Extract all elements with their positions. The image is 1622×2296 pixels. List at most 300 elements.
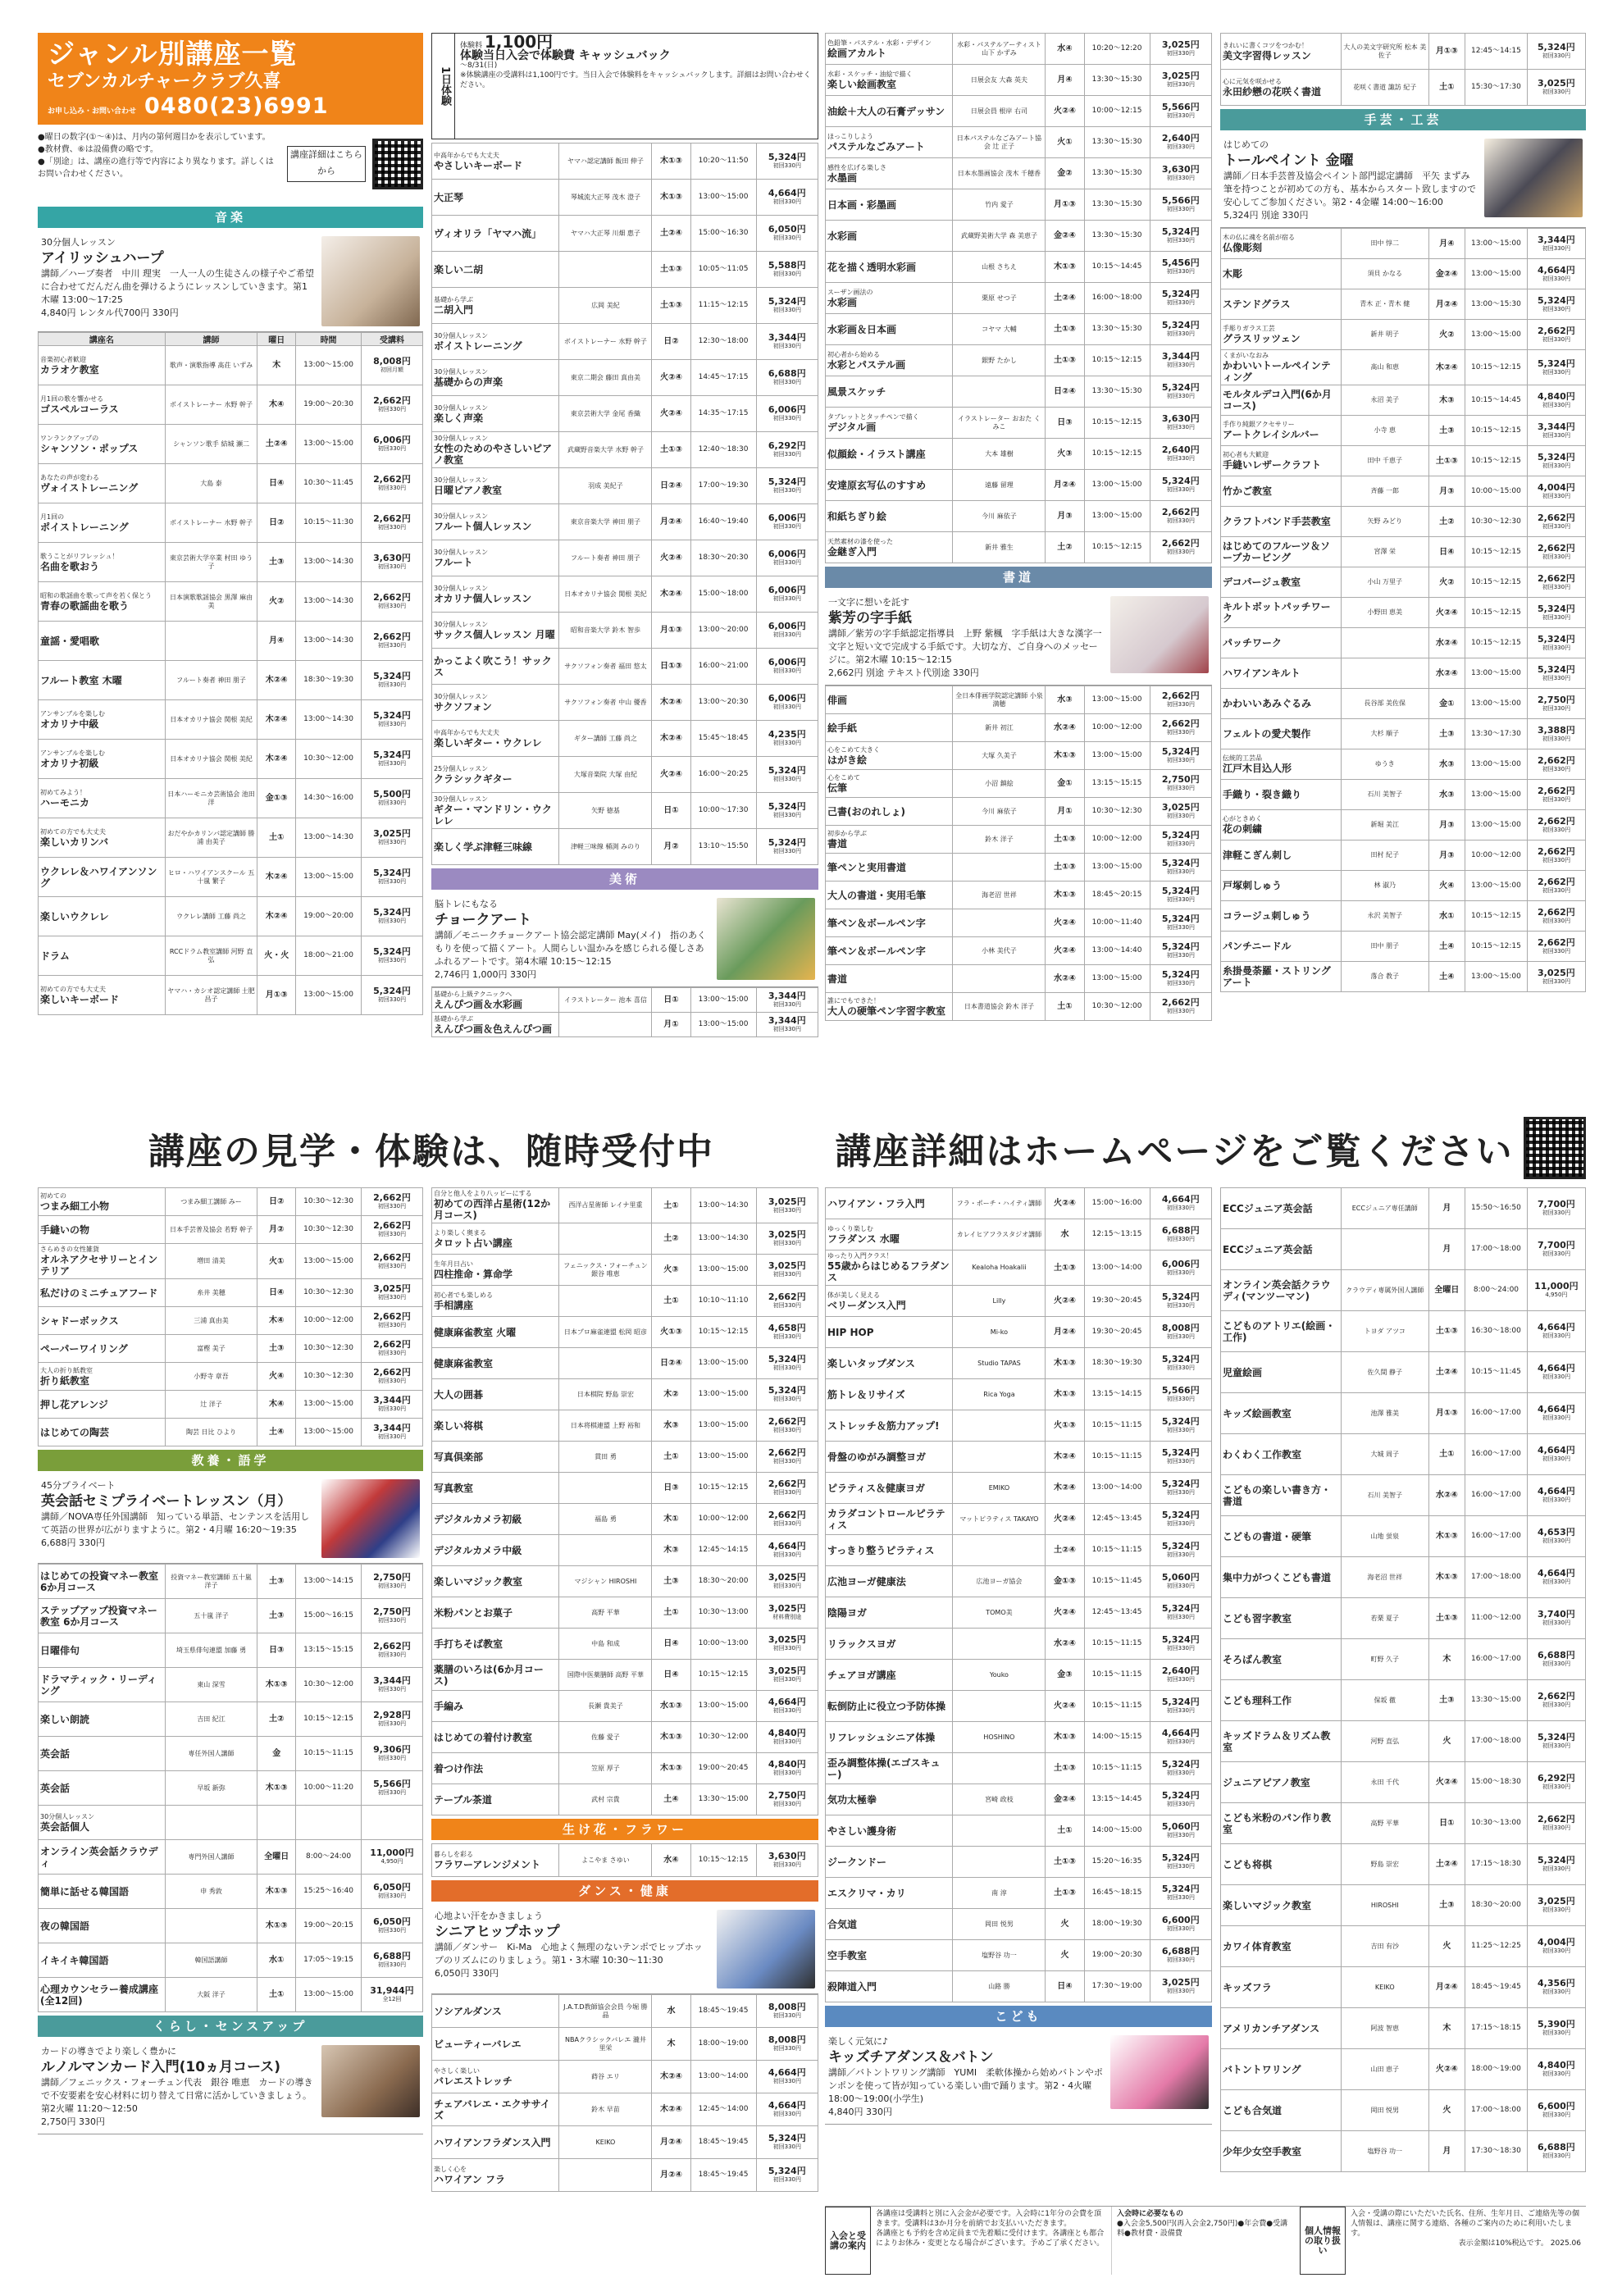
fee-cell — [756, 324, 818, 360]
table-row[interactable] — [1221, 598, 1586, 628]
table-row[interactable] — [432, 1317, 818, 1348]
table-row[interactable] — [39, 818, 423, 858]
table-row[interactable] — [39, 1419, 423, 1446]
table-row[interactable] — [826, 439, 1212, 470]
table-row[interactable] — [432, 988, 818, 1013]
detail-button[interactable]: 講座詳細はこちらから — [287, 146, 366, 182]
table-row[interactable] — [1221, 1844, 1586, 1885]
table-row[interactable] — [39, 1702, 423, 1737]
table-row[interactable] — [432, 1286, 818, 1317]
table-row[interactable] — [432, 216, 818, 252]
fee-note: 初回330円 — [1166, 757, 1195, 763]
table-row[interactable] — [432, 504, 818, 540]
feature-fee: 5,324円 別途 330円 — [1223, 210, 1309, 221]
table-row[interactable] — [1221, 507, 1586, 537]
course-name: 花の刺繍 — [1223, 823, 1263, 835]
fee-cell — [756, 988, 818, 1013]
table-row[interactable] — [826, 65, 1212, 96]
table-row[interactable] — [1221, 749, 1586, 780]
table-row[interactable] — [826, 221, 1212, 252]
table-row[interactable] — [432, 1566, 818, 1597]
teacher-cell: 東京芸術大学卒業 村田 ゆう子 — [165, 543, 257, 582]
table-row[interactable] — [39, 1216, 423, 1244]
table-row[interactable] — [1221, 476, 1586, 507]
table-row[interactable] — [1221, 229, 1586, 259]
course-name: ウクレレ＆ハワイアンソング — [40, 865, 157, 889]
fee-value: 5,324円 — [1161, 226, 1200, 237]
phone-number[interactable]: 0480(23)6991 — [144, 93, 329, 119]
table-row[interactable] — [1221, 1762, 1586, 1803]
table-row[interactable] — [432, 540, 818, 576]
feature-english[interactable] — [38, 1474, 423, 1564]
table-row[interactable] — [826, 742, 1212, 770]
table-row[interactable] — [432, 1722, 818, 1753]
table-row[interactable] — [826, 1878, 1212, 1909]
day-cell: 火②④ — [1046, 1286, 1084, 1317]
table-row[interactable] — [39, 385, 423, 425]
table-row[interactable] — [1221, 1188, 1586, 1229]
table-row[interactable] — [432, 324, 818, 360]
fee-cell — [1150, 1722, 1211, 1753]
table-row[interactable] — [826, 1286, 1212, 1317]
table-row[interactable] — [432, 1691, 818, 1722]
table-row[interactable] — [432, 1597, 818, 1629]
table-row[interactable] — [39, 1633, 423, 1668]
table-row[interactable] — [39, 464, 423, 503]
table-row[interactable] — [432, 721, 818, 757]
table-row[interactable] — [432, 468, 818, 504]
table-row[interactable] — [432, 1255, 818, 1286]
table-row[interactable] — [39, 503, 423, 543]
feature-cheer[interactable] — [825, 2030, 1212, 2125]
table-row[interactable] — [1221, 628, 1586, 658]
table-row[interactable] — [826, 686, 1212, 714]
table-row[interactable] — [1221, 689, 1586, 719]
day-cell: 日④ — [652, 1629, 690, 1660]
table-row[interactable] — [1221, 537, 1586, 567]
teacher-cell: 大人の美文字研究所 松本 美佐子 — [1341, 34, 1428, 70]
table-row[interactable] — [432, 576, 818, 613]
course-name: イキイキ韓国語 — [40, 1954, 109, 1966]
table-row[interactable] — [432, 1348, 818, 1379]
table-row[interactable] — [1221, 70, 1586, 106]
qr-code-icon[interactable] — [372, 139, 423, 189]
table-row[interactable] — [1221, 320, 1586, 350]
table-row[interactable] — [432, 1379, 818, 1410]
table-row[interactable] — [432, 649, 818, 685]
table-row[interactable] — [826, 158, 1212, 189]
table-row[interactable] — [826, 189, 1212, 221]
table-row[interactable] — [826, 993, 1212, 1021]
feature-title: 英会話セミプライベートレッスン（月） — [41, 1493, 292, 1510]
table-row[interactable] — [432, 1473, 818, 1504]
table-row[interactable] — [432, 144, 818, 180]
table-row[interactable] — [1221, 259, 1586, 289]
feature-hiphop[interactable] — [431, 1905, 818, 1994]
table-row[interactable] — [432, 1188, 818, 1223]
table-row[interactable] — [1221, 1885, 1586, 1926]
table-row[interactable] — [826, 1535, 1212, 1566]
teacher-cell: 武村 宗貴 — [559, 1784, 652, 1815]
course-name: かわいいあみぐるみ — [1223, 698, 1312, 709]
table-row[interactable] — [432, 432, 818, 468]
feature-lenormand[interactable] — [38, 2040, 423, 2134]
table-row[interactable] — [826, 96, 1212, 127]
table-row[interactable] — [432, 2093, 818, 2126]
table-row[interactable] — [826, 1250, 1212, 1286]
table-row[interactable] — [826, 1442, 1212, 1473]
table-row[interactable] — [39, 1279, 423, 1307]
table-row[interactable] — [432, 829, 818, 865]
table-row[interactable] — [1221, 1352, 1586, 1393]
table-row[interactable] — [826, 252, 1212, 283]
table-row[interactable] — [1221, 901, 1586, 932]
table-row[interactable] — [826, 770, 1212, 798]
fee-note: 初回330円 — [1166, 813, 1195, 819]
time-cell: 13:00〜15:00 — [296, 346, 362, 385]
fee-value: 2,662円 — [1537, 512, 1575, 523]
table-row[interactable] — [1221, 2131, 1586, 2172]
table-row[interactable] — [826, 909, 1212, 937]
table-row[interactable] — [39, 1599, 423, 1633]
table-row[interactable] — [432, 1784, 818, 1815]
table-row[interactable] — [39, 976, 423, 1015]
feature-letter[interactable] — [825, 591, 1212, 686]
table-row[interactable] — [826, 127, 1212, 158]
time-cell: 13:00〜14:30 — [690, 1223, 756, 1255]
table-row[interactable] — [1221, 446, 1586, 476]
time-cell: 10:30〜12:00 — [296, 1668, 362, 1702]
table-row[interactable] — [1221, 1311, 1586, 1352]
table-row[interactable] — [39, 1363, 423, 1391]
table-row[interactable] — [39, 1335, 423, 1363]
table-row[interactable] — [826, 937, 1212, 965]
table-row[interactable] — [1221, 1639, 1586, 1680]
table-row[interactable] — [1221, 289, 1586, 320]
time-cell: 10:15〜12:15 — [1465, 598, 1528, 628]
table-row[interactable] — [826, 1784, 1212, 1815]
course-name: わくわく工作教室 — [1223, 1448, 1302, 1460]
table-row[interactable] — [432, 2028, 818, 2061]
fee-cell — [361, 1391, 422, 1419]
feature-harp[interactable] — [38, 231, 423, 332]
table-row[interactable] — [1221, 871, 1586, 901]
table-row[interactable] — [826, 1317, 1212, 1348]
table-row[interactable] — [826, 34, 1212, 65]
table-row[interactable] — [432, 1660, 818, 1691]
teacher-cell: 糸井 美穂 — [165, 1279, 257, 1307]
table-row[interactable] — [39, 1840, 423, 1875]
time-cell: 11:15〜12:15 — [690, 288, 756, 324]
table-row[interactable] — [432, 2159, 818, 2192]
table-row[interactable] — [432, 1629, 818, 1660]
table-row[interactable] — [826, 1847, 1212, 1878]
fee-value: 5,324円 — [1161, 1292, 1200, 1302]
day-cell: 土②④ — [1046, 1535, 1084, 1566]
table-row[interactable] — [1221, 385, 1586, 416]
teacher-cell: 水彩・パステルアーティスト 山下 かずみ — [953, 34, 1046, 65]
table-row[interactable] — [826, 854, 1212, 882]
table-row[interactable] — [1221, 416, 1586, 446]
course-name: 四柱推命・算命学 — [434, 1268, 513, 1280]
fee-note: 初回330円 — [1166, 1957, 1195, 1963]
teacher-cell: 早坂 新弥 — [165, 1771, 257, 1806]
table-row[interactable] — [39, 1875, 423, 1909]
fee-value: 5,324円 — [1161, 1354, 1200, 1364]
table-row[interactable] — [432, 2061, 818, 2093]
table-row[interactable] — [826, 1504, 1212, 1535]
feature-body: 講師／NOVA専任外国講師 知っている単語、センテンスを活用して英語の世界が広がりますように。第2・4月曜 16:20〜19:35 — [41, 1511, 310, 1535]
table-row[interactable] — [1221, 2008, 1586, 2049]
table-row[interactable] — [39, 661, 423, 700]
table-row[interactable] — [1221, 719, 1586, 749]
day-cell: 金②④ — [1428, 259, 1465, 289]
table-row[interactable] — [1221, 1967, 1586, 2008]
fee-cell — [756, 1255, 818, 1286]
table-row[interactable] — [826, 1753, 1212, 1784]
table-row[interactable] — [432, 180, 818, 216]
course-name: 楽しいウクレレ — [40, 910, 109, 922]
time-cell: 13:30〜15:00 — [690, 1784, 756, 1815]
column-3-top — [825, 33, 1212, 1099]
table-row[interactable] — [432, 613, 818, 649]
table-row[interactable] — [39, 1978, 423, 2012]
table-row[interactable] — [432, 360, 818, 396]
course-name: ステンドグラス — [1223, 298, 1291, 310]
fee-note: 初回330円 — [377, 681, 407, 688]
table-row[interactable] — [39, 740, 423, 779]
table-row[interactable] — [826, 826, 1212, 854]
course-name-cell — [432, 1691, 559, 1722]
table-row[interactable] — [432, 1504, 818, 1535]
table-row[interactable] — [826, 1188, 1212, 1219]
table-row[interactable] — [432, 685, 818, 721]
fee-note: 初回330円 — [1166, 517, 1195, 524]
day-cell: 火②④ — [1046, 909, 1084, 937]
table-row[interactable] — [1221, 1557, 1586, 1598]
teacher-cell: 小林 美代子 — [953, 937, 1046, 965]
course-name-cell — [1221, 34, 1342, 70]
table-row[interactable] — [432, 2126, 818, 2159]
table-row[interactable] — [432, 1844, 818, 1877]
fee-cell — [1527, 780, 1585, 810]
teacher-cell — [559, 2159, 652, 2192]
trial-fee: 1,100円 — [484, 33, 554, 52]
table-row[interactable] — [1221, 34, 1586, 70]
teacher-cell: RCCドラム教室講師 河野 直弘 — [165, 936, 257, 976]
time-cell: 15:45〜18:45 — [690, 721, 756, 757]
teacher-cell: マジシャン HIROSHI — [559, 1566, 652, 1597]
table-row[interactable] — [826, 714, 1212, 742]
table-row[interactable] — [39, 1391, 423, 1419]
table-row[interactable] — [432, 252, 818, 288]
fee-cell — [1527, 1475, 1585, 1516]
table-row[interactable] — [1221, 962, 1586, 992]
fee-value: 2,662円 — [1537, 785, 1575, 796]
fee-note: 初回330円 — [1542, 735, 1571, 742]
course-name: ヴォイストレーニング — [40, 481, 139, 494]
table-row[interactable] — [39, 936, 423, 976]
day-cell: 火②④ — [1046, 1504, 1084, 1535]
table-row[interactable] — [432, 288, 818, 324]
table-row[interactable] — [39, 1188, 423, 1216]
fee-value: 4,664円 — [768, 188, 806, 198]
table-row[interactable] — [826, 376, 1212, 408]
table-row[interactable] — [1221, 2090, 1586, 2131]
table-row[interactable] — [1221, 1393, 1586, 1434]
table-row[interactable] — [826, 1379, 1212, 1410]
time-cell — [296, 1806, 362, 1840]
table-row[interactable] — [1221, 567, 1586, 598]
fee-cell — [1150, 1691, 1211, 1722]
table-row[interactable] — [826, 501, 1212, 532]
course-name: 伝筆 — [827, 781, 848, 794]
table-row[interactable] — [826, 1410, 1212, 1442]
table-row[interactable] — [39, 1771, 423, 1806]
table-row[interactable] — [1221, 810, 1586, 840]
course-name: 楽しいキーボード — [40, 993, 120, 1005]
teacher-cell: 岡田 悦男 — [953, 1909, 1046, 1940]
table-row[interactable] — [1221, 2049, 1586, 2090]
table-row[interactable] — [432, 1013, 818, 1037]
table-row[interactable] — [826, 1940, 1212, 1971]
course-table-lifestyle — [431, 1187, 818, 1815]
table-row[interactable] — [1221, 1598, 1586, 1639]
table-row[interactable] — [826, 408, 1212, 439]
qr-code-icon[interactable] — [1524, 1117, 1586, 1179]
feature-chalkart[interactable] — [431, 893, 818, 987]
table-row[interactable] — [826, 1815, 1212, 1847]
fee-value: 3,025円 — [768, 1196, 806, 1207]
feature-tolepaint[interactable] — [1220, 134, 1586, 228]
table-row[interactable] — [826, 1219, 1212, 1250]
course-subtitle: 天然素材の漆を使った — [827, 537, 893, 545]
table-row[interactable] — [826, 882, 1212, 909]
table-row[interactable] — [39, 622, 423, 661]
table-row[interactable] — [826, 1691, 1212, 1722]
fee-cell — [361, 1599, 422, 1633]
course-name: 大正琴 — [434, 191, 464, 203]
course-name-cell — [432, 396, 559, 432]
table-row[interactable] — [432, 396, 818, 432]
fee-note: 初回330円 — [772, 812, 801, 818]
fee-cell — [1150, 826, 1211, 854]
table-row[interactable] — [1221, 1516, 1586, 1557]
table-row[interactable] — [39, 582, 423, 622]
table-row[interactable] — [1221, 932, 1586, 962]
table-row[interactable] — [826, 283, 1212, 314]
table-row[interactable] — [826, 1566, 1212, 1597]
teacher-cell: フルート奏者 神田 朋子 — [559, 540, 652, 576]
day-cell: 土①③ — [1046, 1250, 1084, 1286]
table-row[interactable] — [826, 470, 1212, 501]
course-name-cell — [432, 1784, 559, 1815]
teacher-cell: 長瀬 貴美子 — [559, 1691, 652, 1722]
table-row[interactable] — [1221, 1680, 1586, 1721]
course-name-cell — [1221, 1680, 1342, 1721]
table-row[interactable] — [39, 1565, 423, 1599]
table-row[interactable] — [432, 757, 818, 793]
table-row[interactable] — [39, 1943, 423, 1978]
table-row[interactable] — [1221, 658, 1586, 689]
table-row[interactable] — [826, 798, 1212, 826]
table-row[interactable] — [39, 1806, 423, 1840]
course-name-cell — [826, 1348, 953, 1379]
table-row[interactable] — [432, 1995, 818, 2028]
table-row[interactable] — [826, 532, 1212, 563]
table-row[interactable] — [826, 965, 1212, 993]
time-cell: 10:15〜12:15 — [1465, 350, 1528, 385]
table-row[interactable] — [39, 1668, 423, 1702]
table-row[interactable] — [1221, 1803, 1586, 1844]
table-row[interactable] — [826, 1597, 1212, 1629]
table-row[interactable] — [826, 1348, 1212, 1379]
table-row[interactable] — [432, 1753, 818, 1784]
time-cell: 10:10〜11:10 — [690, 1286, 756, 1317]
teacher-cell: 若栗 夏子 — [1341, 1598, 1428, 1639]
table-row[interactable] — [1221, 840, 1586, 871]
table-row[interactable] — [39, 1737, 423, 1771]
table-row[interactable] — [1221, 1229, 1586, 1270]
table-row[interactable] — [432, 793, 818, 829]
fee-value: 3,025円 — [1161, 802, 1200, 813]
teacher-cell: 東京二期会 藤田 真由美 — [559, 360, 652, 396]
table-row[interactable] — [39, 779, 423, 818]
table-row[interactable] — [826, 1722, 1212, 1753]
table-row[interactable] — [826, 1629, 1212, 1660]
table-row[interactable] — [1221, 780, 1586, 810]
table-row[interactable] — [1221, 1926, 1586, 1967]
table-row[interactable] — [39, 543, 423, 582]
table-row[interactable] — [1221, 350, 1586, 385]
table-row[interactable] — [826, 1909, 1212, 1940]
course-name: オンライン英会話クラウディ(マンツーマン) — [1223, 1278, 1331, 1302]
table-row[interactable] — [826, 314, 1212, 345]
fee-cell — [1150, 965, 1211, 993]
table-row[interactable] — [826, 1660, 1212, 1691]
table-row[interactable] — [432, 1410, 818, 1442]
time-cell: 15:50〜16:50 — [1465, 1188, 1528, 1229]
table-row[interactable] — [432, 1535, 818, 1566]
fee-value: 6,006円 — [373, 435, 411, 445]
day-cell: 木③ — [1428, 385, 1465, 416]
table-row[interactable] — [39, 425, 423, 464]
fee-note: 初回330円 — [1542, 89, 1571, 95]
table-row[interactable] — [432, 1223, 818, 1255]
table-row[interactable] — [826, 345, 1212, 376]
table-row[interactable] — [39, 858, 423, 897]
table-row[interactable] — [1221, 1721, 1586, 1762]
fee-value: 5,324円 — [1161, 1759, 1200, 1770]
table-row[interactable] — [39, 346, 423, 385]
course-name-cell — [39, 1806, 166, 1840]
table-row[interactable] — [39, 1909, 423, 1943]
table-row[interactable] — [39, 1244, 423, 1279]
fee-value: 2,640円 — [1161, 444, 1200, 455]
table-row[interactable] — [826, 1971, 1212, 2002]
table-row[interactable] — [39, 1307, 423, 1335]
fee-cell — [756, 144, 818, 180]
table-row[interactable] — [432, 1442, 818, 1473]
table-row[interactable] — [39, 897, 423, 936]
table-row[interactable] — [826, 1473, 1212, 1504]
course-name-cell — [826, 252, 953, 283]
table-row[interactable] — [39, 700, 423, 740]
table-row[interactable] — [1221, 1434, 1586, 1475]
table-row[interactable] — [1221, 1475, 1586, 1516]
table-row[interactable] — [1221, 1270, 1586, 1311]
time-cell: 10:15〜12:15 — [1465, 537, 1528, 567]
